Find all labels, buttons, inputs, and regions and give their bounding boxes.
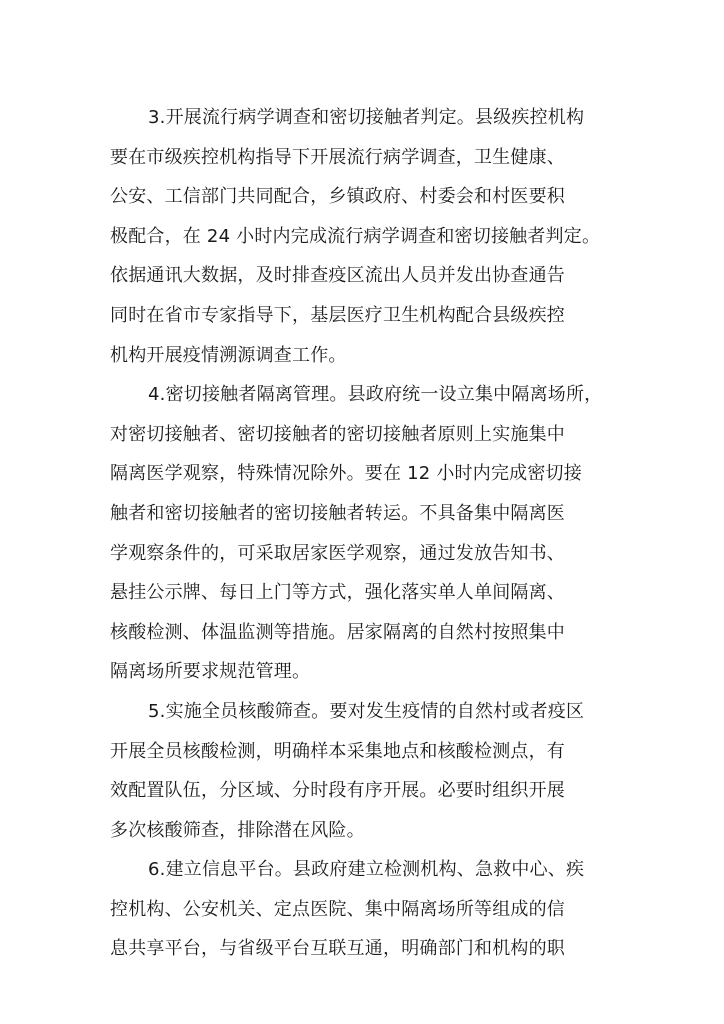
text-line: 公安、工信部门共同配合，乡镇政府、村委会和村医要积 xyxy=(110,186,565,208)
text-line: 同时在省市专家指导下，基层医疗卫生机构配合县级疾控 xyxy=(110,304,565,326)
text-line: 隔离场所要求规范管理。 xyxy=(110,661,311,683)
text-line: 核酸检测、体温监测等措施。居家隔离的自然村按照集中 xyxy=(110,621,565,643)
text-line: 极配合，在 24 小时内完成流行病学调查和密切接触者判定。 xyxy=(110,225,601,247)
text-line: 对密切接触者、密切接触者的密切接触者原则上实施集中 xyxy=(110,423,565,445)
text-line: 6.建立信息平台。县政府建立检测机构、急救中心、疾 xyxy=(148,859,585,881)
text-line: 息共享平台，与省级平台互联互通，明确部门和机构的职 xyxy=(110,938,565,960)
text-line: 机构开展疫情溯源调查工作。 xyxy=(110,344,347,366)
text-line: 3.开展流行病学调查和密切接触者判定。县级疾控机构 xyxy=(148,107,585,128)
text-line: 控机构、公安机关、定点医院、集中隔离场所等组成的信 xyxy=(110,898,565,920)
text-line: 效配置队伍，分区域、分时段有序开展。必要时组织开展 xyxy=(110,780,565,802)
text-line: 悬挂公示牌、每日上门等方式，强化落实单人单间隔离、 xyxy=(110,582,565,604)
text-line: 开展全员核酸检测，明确样本采集地点和核酸检测点，有 xyxy=(110,740,565,762)
text-line: 要在市级疾控机构指导下开展流行病学调查，卫生健康、 xyxy=(110,146,565,168)
text-line: 4.密切接触者隔离管理。县政府统一设立集中隔离场所， xyxy=(148,384,603,406)
text-line: 触者和密切接触者的密切接触者转运。不具备集中隔离医 xyxy=(110,502,565,524)
text-line: 多次核酸筛查，排除潜在风险。 xyxy=(110,819,365,841)
text-line: 隔离医学观察，特殊情况除外。要在 12 小时内完成密切接 xyxy=(110,463,582,485)
text-line: 学观察条件的，可采取居家医学观察，通过发放告知书、 xyxy=(110,542,565,564)
document-page xyxy=(110,98,630,969)
text-line: 5.实施全员核酸筛查。要对发生疫情的自然村或者疫区 xyxy=(148,700,585,722)
text-line: 依据通讯大数据，及时排查疫区流出人员并发出协查通告 xyxy=(110,265,565,287)
